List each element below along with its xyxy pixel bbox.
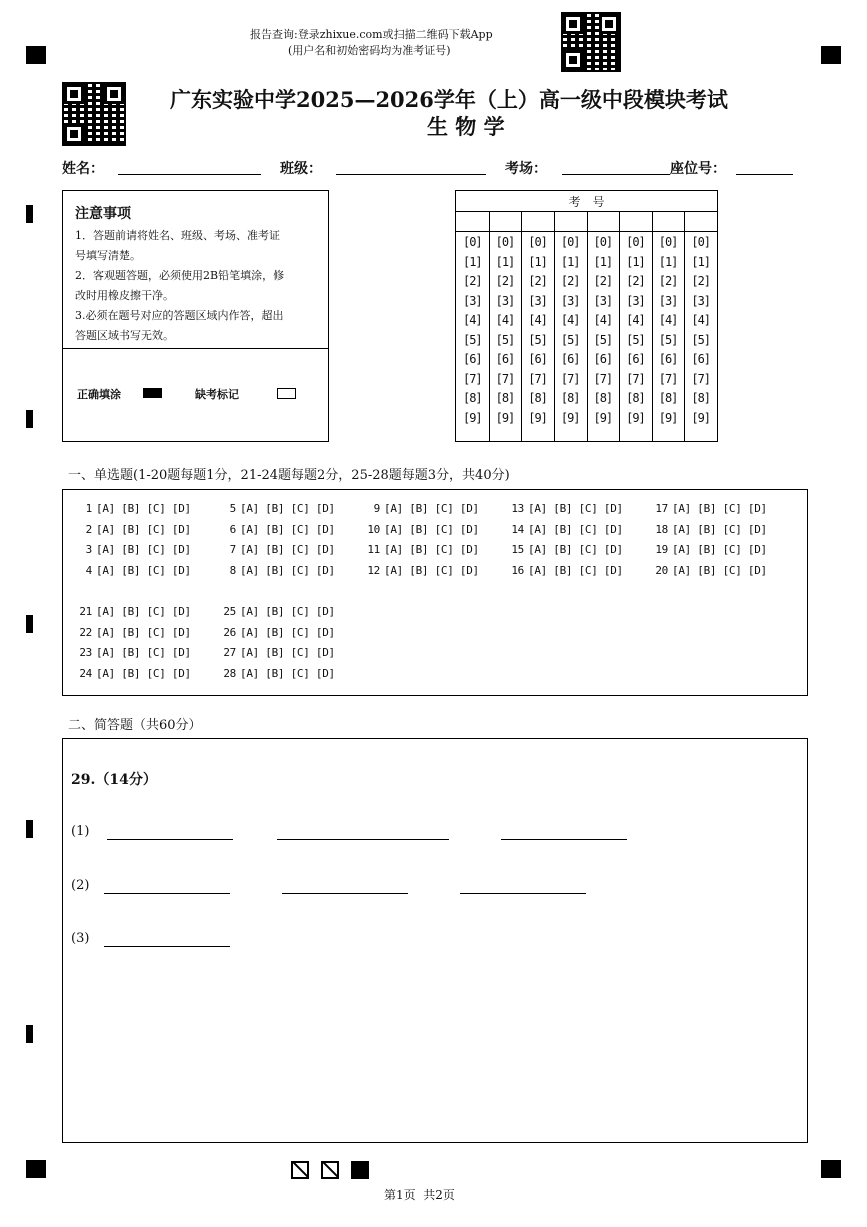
- question-number: 20: [655, 563, 668, 577]
- answer-options[interactable]: [A] [B] [C] [D]: [528, 522, 623, 536]
- exam-number-bubble[interactable]: [6]: [691, 352, 711, 366]
- section1-title: 一、单选题(1-20题每题1分，21-24题每题2分，25-28题每题3分，共40分): [68, 468, 510, 483]
- answer-options[interactable]: [A] [B] [C] [D]: [96, 563, 191, 577]
- answer-options[interactable]: [A] [B] [C] [D]: [528, 543, 623, 556]
- exam-number-bubble[interactable]: [3]: [560, 293, 580, 308]
- answer-options[interactable]: [A] [B] [C] [D]: [672, 502, 767, 515]
- name-label: 姓名：: [62, 161, 104, 177]
- question-number: 19: [655, 543, 668, 556]
- exam-number-bubble[interactable]: [4]: [658, 313, 678, 327]
- page-mark-slash: [321, 1161, 339, 1179]
- timing-mark: [26, 205, 33, 223]
- exam-number-column: [619, 233, 652, 428]
- exam-number-bubble[interactable]: [2]: [462, 274, 482, 288]
- exam-number-bubble[interactable]: [8]: [691, 391, 711, 405]
- exam-number-bubble[interactable]: [1]: [626, 254, 645, 269]
- corner-mark-top-right: [821, 46, 841, 64]
- exam-number-bubble[interactable]: [2]: [691, 274, 711, 288]
- exam-number-bubble[interactable]: [9]: [691, 410, 711, 425]
- answer-options[interactable]: [A] [B] [C] [D]: [240, 502, 335, 515]
- exam-number-column: [684, 233, 717, 428]
- question-number: 3: [85, 543, 92, 556]
- answer-options[interactable]: [A] [B] [C] [D]: [240, 543, 335, 556]
- exam-number-bubble[interactable]: [7]: [462, 371, 482, 386]
- question-number: 4: [85, 563, 92, 577]
- exam-number-bubble[interactable]: [3]: [528, 293, 547, 308]
- exam-number-bubble[interactable]: [4]: [495, 313, 515, 327]
- mcq-question-row[interactable]: [219, 605, 335, 618]
- question-number: 17: [655, 502, 668, 515]
- exam-number-bubble[interactable]: [8]: [528, 391, 547, 405]
- question-number: 10: [367, 522, 380, 536]
- exam-number-bubble[interactable]: [1]: [560, 254, 580, 269]
- timing-mark: [26, 820, 33, 838]
- exam-number-bubble[interactable]: [7]: [658, 371, 678, 386]
- question-number: 11: [367, 543, 380, 556]
- exam-number-bubble[interactable]: [0]: [658, 235, 678, 249]
- absent-mark-checkbox[interactable]: [277, 388, 296, 399]
- exam-number-bubble[interactable]: [9]: [528, 410, 547, 425]
- exam-number-bubble[interactable]: [8]: [560, 391, 580, 405]
- exam-number-bubble[interactable]: [8]: [462, 391, 482, 405]
- question-number: 26: [223, 625, 236, 639]
- question-number: 8: [229, 563, 236, 577]
- answer-options[interactable]: [A] [B] [C] [D]: [240, 605, 335, 618]
- question-number: 28: [223, 666, 236, 680]
- exam-number-bubble[interactable]: [5]: [658, 332, 678, 347]
- exam-number-bubble[interactable]: [9]: [495, 410, 515, 425]
- mcq-question-row[interactable]: [75, 564, 191, 577]
- notice-divider: [63, 348, 328, 349]
- answer-options[interactable]: [A] [B] [C] [D]: [96, 543, 191, 556]
- timing-mark: [26, 1025, 33, 1043]
- app-qr-code: [561, 12, 621, 72]
- mcq-question-row[interactable]: [363, 564, 479, 577]
- absent-mark-label: 缺考标记: [195, 388, 239, 401]
- notice-line: 号填写清楚。: [75, 249, 141, 262]
- exam-number-bubble[interactable]: [2]: [495, 274, 515, 288]
- mcq-question-row[interactable]: [219, 667, 335, 680]
- exam-number-bubble[interactable]: [5]: [626, 332, 645, 347]
- room-label: 考场：: [505, 161, 547, 177]
- timing-mark: [26, 410, 33, 428]
- notice-line: 答题区域书写无效。: [75, 329, 174, 342]
- exam-number-bubble[interactable]: [2]: [560, 274, 580, 288]
- question-number: 6: [229, 522, 236, 536]
- exam-number-bubble[interactable]: [3]: [658, 293, 678, 308]
- notice-box: [62, 190, 329, 442]
- mcq-question-row[interactable]: [219, 646, 335, 659]
- q29-sub2-blank-3[interactable]: [460, 893, 586, 894]
- mcq-question-row[interactable]: [219, 564, 335, 577]
- exam-number-bubble[interactable]: [9]: [658, 410, 678, 425]
- timing-mark: [26, 615, 33, 633]
- subject-title: 生 物 学: [427, 114, 505, 139]
- notice-line: 2．客观题答题，必须使用2B铅笔填涂，修: [75, 269, 285, 282]
- exam-number-column: [554, 233, 587, 428]
- exam-number-bubble[interactable]: [2]: [528, 274, 547, 288]
- answer-options[interactable]: [A] [B] [C] [D]: [672, 522, 767, 536]
- exam-number-bubble[interactable]: [4]: [560, 313, 580, 327]
- exam-number-bubble[interactable]: [6]: [626, 352, 645, 366]
- seat-label: 座位号：: [670, 161, 726, 177]
- exam-number-column: [521, 233, 554, 428]
- question-number: 12: [367, 563, 380, 577]
- exam-number-bubble[interactable]: [5]: [528, 332, 547, 347]
- mcq-answer-area: [62, 489, 808, 696]
- exam-number-bubble[interactable]: [9]: [462, 410, 482, 425]
- mcq-question-row[interactable]: [507, 564, 623, 577]
- exam-number-bubble[interactable]: [4]: [691, 313, 711, 327]
- mcq-question-row[interactable]: [75, 605, 191, 618]
- exam-number-bubble[interactable]: [4]: [462, 313, 482, 327]
- answer-options[interactable]: [A] [B] [C] [D]: [672, 563, 767, 577]
- correct-fill-sample: [143, 388, 162, 398]
- mcq-question-row[interactable]: [651, 543, 767, 556]
- exam-number-bubble[interactable]: [7]: [495, 371, 515, 386]
- exam-number-bubble[interactable]: [4]: [626, 313, 645, 327]
- exam-number-bubble[interactable]: [1]: [593, 254, 613, 269]
- mcq-question-row[interactable]: [363, 502, 479, 515]
- exam-number-bubble[interactable]: [8]: [626, 391, 645, 405]
- exam-number-bubble[interactable]: [7]: [593, 371, 613, 386]
- exam-number-bubble[interactable]: [4]: [593, 313, 613, 327]
- answer-options[interactable]: [A] [B] [C] [D]: [96, 666, 191, 680]
- exam-number-bubble[interactable]: [0]: [462, 235, 482, 249]
- exam-number-bubble[interactable]: [8]: [658, 391, 678, 405]
- answer-options[interactable]: [A] [B] [C] [D]: [384, 543, 479, 556]
- exam-number-bubble[interactable]: [0]: [691, 235, 711, 249]
- q29-answer-area: [62, 738, 808, 1143]
- exam-number-bubble[interactable]: [5]: [462, 332, 482, 347]
- answer-options[interactable]: [A] [B] [C] [D]: [384, 563, 479, 577]
- exam-number-bubble[interactable]: [2]: [626, 274, 645, 288]
- exam-number-bubble[interactable]: [6]: [560, 352, 580, 366]
- exam-number-column: [456, 233, 489, 428]
- exam-number-bubble[interactable]: [6]: [462, 352, 482, 366]
- mcq-question-row[interactable]: [507, 543, 623, 556]
- class-label: 班级：: [280, 161, 322, 177]
- q29-title: 29.（14分）: [71, 772, 157, 788]
- q29-sub1-blank-3[interactable]: [501, 839, 627, 840]
- q29-sub2-blank-1[interactable]: [104, 893, 230, 894]
- exam-number-bubble[interactable]: [1]: [528, 254, 547, 269]
- exam-number-bubble[interactable]: [0]: [495, 235, 515, 249]
- answer-options[interactable]: [A] [B] [C] [D]: [384, 522, 479, 536]
- exam-number-bubble[interactable]: [0]: [593, 235, 613, 249]
- question-number: 7: [229, 543, 236, 556]
- exam-number-bubble[interactable]: [1]: [462, 254, 482, 269]
- exam-number-bubble[interactable]: [2]: [658, 274, 678, 288]
- q29-sub3-label: (3): [71, 931, 90, 946]
- notice-line: 1．答题前请将姓名、班级、考场、准考证: [75, 229, 280, 242]
- room-field[interactable]: [562, 174, 670, 175]
- corner-mark-bottom-left: [26, 1160, 46, 1178]
- exam-number-bubble[interactable]: [6]: [528, 352, 547, 366]
- exam-number-bubble[interactable]: [7]: [691, 371, 711, 386]
- exam-number-bubble[interactable]: [3]: [462, 293, 482, 308]
- exam-number-bubble[interactable]: [5]: [495, 332, 515, 347]
- question-number: 1: [85, 502, 92, 515]
- exam-number-bubble[interactable]: [5]: [691, 332, 711, 347]
- exam-number-bubble[interactable]: [6]: [495, 352, 515, 366]
- exam-title: 广东实验中学2025—2026学年（上）高一级中段模块考试: [170, 87, 728, 112]
- mcq-question-row[interactable]: [219, 626, 335, 639]
- exam-number-bubble[interactable]: [3]: [593, 293, 613, 308]
- exam-number-bubble[interactable]: [1]: [658, 254, 678, 269]
- answer-options[interactable]: [A] [B] [C] [D]: [96, 625, 191, 639]
- question-number: 15: [511, 543, 524, 556]
- mcq-question-row[interactable]: [651, 523, 767, 536]
- q29-sub1-blank-1[interactable]: [107, 839, 233, 840]
- answer-options[interactable]: [A] [B] [C] [D]: [96, 605, 191, 618]
- corner-mark-bottom-right: [821, 1160, 841, 1178]
- mcq-question-row[interactable]: [75, 667, 191, 680]
- mcq-question-row[interactable]: [75, 646, 191, 659]
- answer-options[interactable]: [A] [B] [C] [D]: [672, 543, 767, 556]
- mcq-question-row[interactable]: [75, 502, 191, 515]
- name-field[interactable]: [118, 174, 261, 175]
- answer-options[interactable]: [A] [B] [C] [D]: [96, 522, 191, 536]
- answer-options[interactable]: [A] [B] [C] [D]: [384, 502, 479, 515]
- exam-number-bubble[interactable]: [7]: [528, 371, 547, 386]
- correct-fill-label: 正确填涂: [77, 388, 121, 401]
- page-number: 第1页 共2页: [384, 1188, 455, 1202]
- question-number: 27: [223, 646, 236, 659]
- q29-sub1-blank-2[interactable]: [277, 839, 449, 840]
- question-number: 9: [373, 502, 380, 515]
- exam-number-column: [587, 233, 620, 428]
- question-number: 21: [79, 605, 92, 618]
- report-query-note: 报告查询:登录zhixue.com或扫描二维码下载App: [250, 28, 493, 41]
- question-number: 16: [511, 563, 524, 577]
- mcq-question-row[interactable]: [363, 523, 479, 536]
- exam-number-bubble[interactable]: [1]: [691, 254, 711, 269]
- exam-number-bubble[interactable]: [0]: [560, 235, 580, 249]
- exam-number-bubble[interactable]: [4]: [528, 313, 547, 327]
- page-mark-filled: [351, 1161, 369, 1179]
- class-field[interactable]: [336, 174, 486, 175]
- question-number: 23: [79, 646, 92, 659]
- question-number: 24: [79, 666, 92, 680]
- mcq-question-row[interactable]: [75, 523, 191, 536]
- page-mark-slash: [291, 1161, 309, 1179]
- question-number: 2: [85, 522, 92, 536]
- exam-number-grid: [455, 190, 718, 442]
- exam-number-bubble[interactable]: [9]: [560, 410, 580, 425]
- answer-options[interactable]: [A] [B] [C] [D]: [240, 625, 335, 639]
- exam-number-bubble[interactable]: [7]: [626, 371, 645, 386]
- corner-mark-top-left: [26, 46, 46, 64]
- question-number: 22: [79, 625, 92, 639]
- exam-number-bubble[interactable]: [3]: [691, 293, 711, 308]
- mcq-question-row[interactable]: [75, 543, 191, 556]
- answer-options[interactable]: [A] [B] [C] [D]: [96, 502, 191, 515]
- q29-sub3-blank-1[interactable]: [104, 946, 230, 947]
- exam-number-bubble[interactable]: [9]: [593, 410, 613, 425]
- question-number: 13: [511, 502, 524, 515]
- mcq-question-row[interactable]: [363, 543, 479, 556]
- question-number: 25: [223, 605, 236, 618]
- answer-options[interactable]: [A] [B] [C] [D]: [528, 563, 623, 577]
- exam-number-bubble[interactable]: [3]: [626, 293, 645, 308]
- notice-line: 3.必须在题号对应的答题区域内作答，超出: [75, 309, 284, 322]
- exam-number-bubble[interactable]: [9]: [626, 410, 645, 425]
- exam-number-bubble[interactable]: [8]: [593, 391, 613, 405]
- answer-options[interactable]: [A] [B] [C] [D]: [240, 646, 335, 659]
- answer-options[interactable]: [A] [B] [C] [D]: [240, 666, 335, 680]
- exam-number-column: [489, 233, 522, 428]
- question-number: 14: [511, 522, 524, 536]
- section2-title: 二、简答题（共60分）: [68, 718, 202, 733]
- mcq-question-row[interactable]: [219, 543, 335, 556]
- question-number: 18: [655, 522, 668, 536]
- seat-field[interactable]: [736, 174, 793, 175]
- answer-options[interactable]: [A] [B] [C] [D]: [240, 563, 335, 577]
- answer-options[interactable]: [A] [B] [C] [D]: [528, 502, 623, 515]
- answer-options[interactable]: [A] [B] [C] [D]: [96, 646, 191, 659]
- mcq-question-row[interactable]: [219, 523, 335, 536]
- exam-number-column: [652, 233, 685, 428]
- exam-number-bubble[interactable]: [5]: [560, 332, 580, 347]
- notice-title: 注意事项: [75, 206, 131, 222]
- exam-number-title: 考 号: [568, 195, 605, 209]
- answer-options[interactable]: [A] [B] [C] [D]: [240, 522, 335, 536]
- exam-number-bubble[interactable]: [6]: [658, 352, 678, 366]
- question-number: 5: [229, 502, 236, 515]
- q29-sub2-blank-2[interactable]: [282, 893, 408, 894]
- login-note: (用户名和初始密码均为准考证号): [288, 44, 451, 57]
- exam-number-bubble[interactable]: [0]: [626, 235, 645, 249]
- mcq-question-row[interactable]: [219, 502, 335, 515]
- notice-line: 改时用橡皮擦干净。: [75, 289, 174, 302]
- mcq-question-row[interactable]: [75, 626, 191, 639]
- exam-number-bubble[interactable]: [2]: [593, 274, 613, 288]
- q29-sub1-label: (1): [71, 824, 90, 839]
- exam-number-bubble[interactable]: [5]: [593, 332, 613, 347]
- exam-number-bubble[interactable]: [0]: [528, 235, 547, 249]
- exam-number-bubble[interactable]: [1]: [495, 254, 515, 269]
- mcq-question-row[interactable]: [651, 502, 767, 515]
- sheet-qr-code: [62, 82, 126, 146]
- exam-number-bubble[interactable]: [7]: [560, 371, 580, 386]
- exam-number-bubble[interactable]: [8]: [495, 391, 515, 405]
- exam-number-bubble[interactable]: [3]: [495, 293, 515, 308]
- mcq-question-row[interactable]: [651, 564, 767, 577]
- q29-sub2-label: (2): [71, 878, 90, 893]
- mcq-question-row[interactable]: [507, 523, 623, 536]
- exam-number-bubble[interactable]: [6]: [593, 352, 613, 366]
- mcq-question-row[interactable]: [507, 502, 623, 515]
